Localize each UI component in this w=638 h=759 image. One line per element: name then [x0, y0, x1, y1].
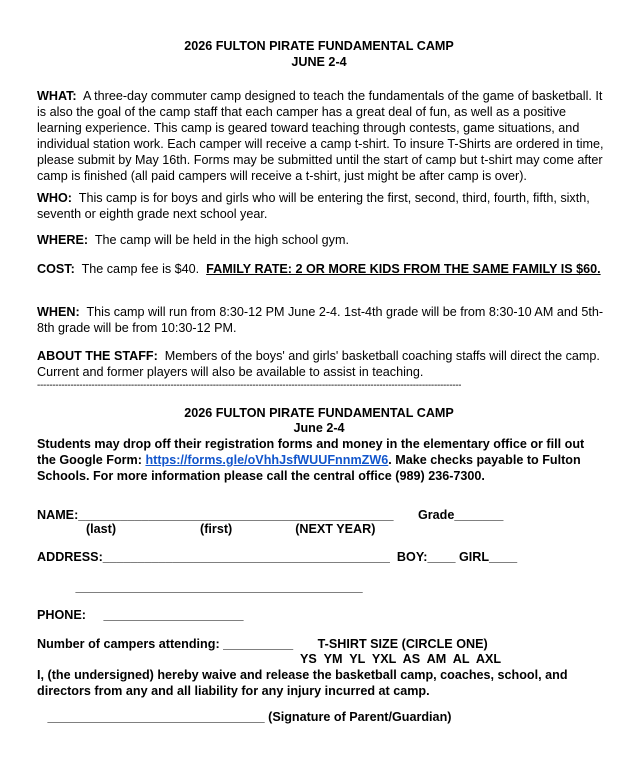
who-label: WHO: [37, 191, 72, 205]
cost-label: COST: [37, 262, 75, 276]
waiver-text: I, (the undersigned) hereby waive and release the basketball camp, coaches, school, and directors from any and all liability for any injury incurred at camp. [37, 668, 568, 698]
what-section [37, 88, 607, 184]
phone-field[interactable]: PHONE: ____________________ [37, 608, 244, 622]
address-field[interactable]: ADDRESS:_________________________________________ BOY:____ GIRL____ [37, 550, 518, 564]
name-field[interactable]: NAME:_____________________________________________ Grade_______ [37, 508, 504, 522]
registration-text: Students may drop off their registration forms and money in the elementary office or fill out the Google Form: [37, 437, 585, 467]
signature-line[interactable]: _______________________________ (Signature of Parent/Guardian) [37, 710, 452, 724]
registration-instructions [37, 436, 602, 484]
who-text: This camp is for boys and girls who will be entering the first, second, third, fourth, fifth, sixth, seventh or eighth grade next school year. [37, 191, 590, 221]
what-text: A three-day commuter camp designed to teach the fundamentals of the game of basketball. It is also the goal of the camp staff that each camper has a great deal of fun, as well as a positive learning experience. This camp is geared toward teaching through contests, game situations, and individual station work. Each camper will receive a camp t-shirt. [37, 89, 603, 151]
address-line-2[interactable]: _________________________________________ [37, 580, 363, 594]
doc-dates: JUNE 2-4 [291, 55, 347, 69]
staff-section [37, 348, 607, 380]
when-label: WHEN: [37, 305, 80, 319]
what-tshirt-note: To insure T-Shirts are ordered in time, please submit by May 16th. Forms may be submitted until the start of camp but t-shirt may come after camp is finished (all paid campers will receive a t-shirt, just might be after camp is over). [37, 137, 604, 183]
when-text: This camp will run from 8:30-12 PM June 2-4. 1st-4th grade will be from 8:30-10 AM and 5th-8th grade will be from 10:30-12 PM. [37, 305, 604, 335]
campers-and-shirt-size[interactable]: Number of campers attending: __________ T-SHIRT SIZE (CIRCLE ONE) [37, 637, 488, 651]
registration-text-2: . Make checks payable to Fulton Schools. For more information please call the central office (989) 236-7300. [37, 453, 581, 483]
who-section [37, 190, 607, 222]
shirt-size-options[interactable]: YS YM YL YXL AS AM AL AXL [300, 652, 502, 666]
where-text: The camp will be held in the high school gym. [94, 233, 349, 247]
family-rate: FAMILY RATE: 2 OR MORE KIDS FROM THE SAME FAMILY IS $60. [206, 262, 601, 276]
cost-section [37, 261, 607, 277]
divider: -------------------------------------------------------------------------------------------------------------------------------------------- [37, 380, 462, 391]
name-field-hints: (last) (first) (NEXT YEAR) [37, 522, 376, 536]
staff-label: ABOUT THE STAFF: [37, 349, 158, 363]
cost-text: The camp fee is $40. [81, 262, 200, 276]
google-form-link[interactable]: https://forms.gle/oVhhJsfWUUFnnmZW6 [145, 453, 389, 467]
where-label: WHERE: [37, 233, 89, 247]
when-section [37, 304, 607, 336]
registration-title: 2026 FULTON PIRATE FUNDAMENTAL CAMP [184, 406, 454, 420]
where-section [37, 232, 607, 248]
what-label: WHAT: [37, 89, 77, 103]
registration-dates: June 2-4 [293, 421, 345, 435]
doc-title: 2026 FULTON PIRATE FUNDAMENTAL CAMP [184, 39, 454, 53]
staff-text: Members of the boys' and girls' basketball coaching staffs will direct the camp. Current and former players will also be available to assist in teaching. [37, 349, 600, 379]
